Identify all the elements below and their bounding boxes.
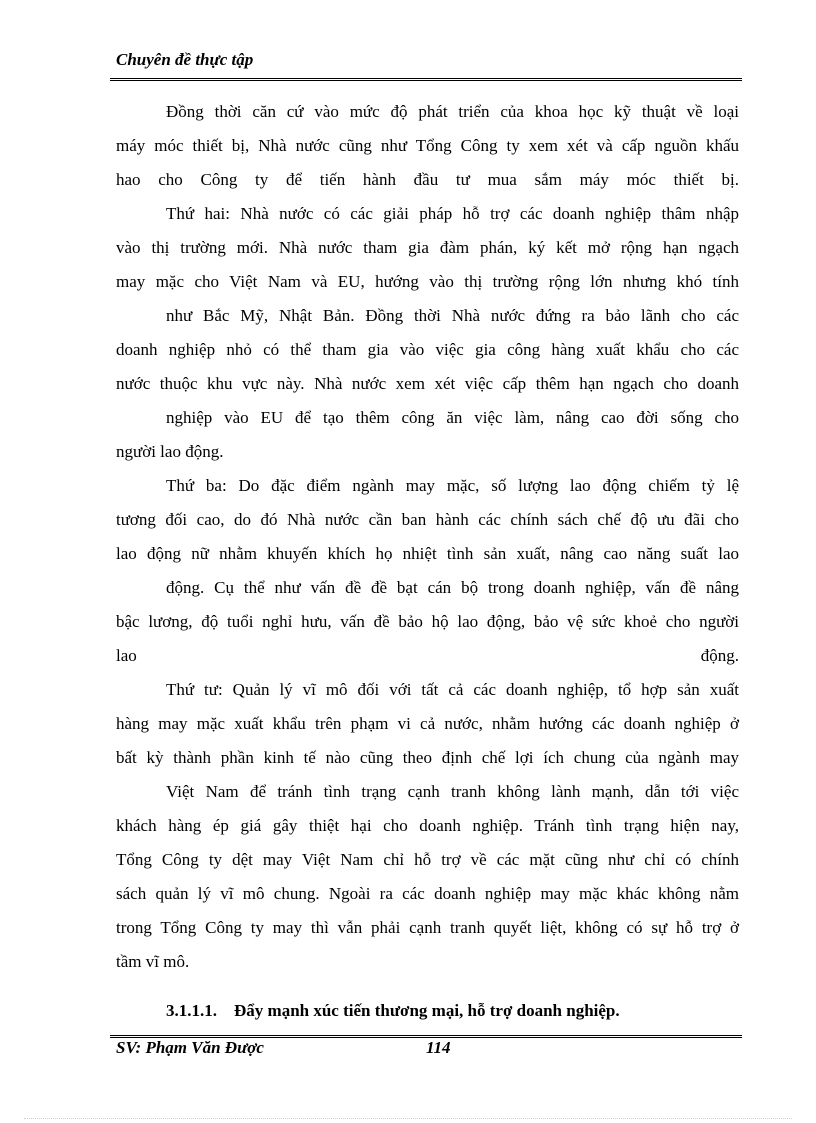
text-line: người lao động. bbox=[116, 442, 224, 461]
text-line: động. Cụ thể như vấn đề đề bạt cán bộ trong doanh nghiệp, vấn đề nâng bbox=[166, 578, 739, 597]
text-line: tầm vĩ mô. bbox=[116, 952, 190, 971]
text-line: vào thị trường mới. Nhà nước tham gia đàm phán, ký kết mở rộng hạn ngạch bbox=[116, 238, 739, 257]
text-line: Tổng Công ty dệt may Việt Nam chỉ hỗ trợ về các mặt cũng như chỉ có chính bbox=[116, 850, 739, 869]
text-line: máy móc thiết bị, Nhà nước cũng như Tổng Công ty xem xét và cấp nguồn khấu bbox=[116, 136, 739, 155]
text-line: khách hàng ép giá gây thiệt hại cho doanh nghiệp. Tránh tình trạng hiện nay, bbox=[116, 816, 739, 835]
page-header-title: Chuyên đề thực tập bbox=[116, 50, 254, 69]
text-line: bất kỳ thành phần kinh tế nào cũng theo định chế lợi ích chung của ngành may bbox=[116, 748, 739, 767]
header-divider bbox=[110, 78, 742, 81]
text-line: như Bắc Mỹ, Nhật Bản. Đồng thời Nhà nước đứng ra bảo lãnh cho các bbox=[166, 306, 739, 325]
text-line: sách quản lý vĩ mô chung. Ngoài ra các doanh nghiệp may mặc khác không nằm bbox=[116, 884, 739, 903]
text-line: bậc lương, độ tuổi nghỉ hưu, vấn đề bảo hộ lao động, bảo vệ sức khoẻ cho người bbox=[116, 612, 739, 631]
page-boundary bbox=[24, 1118, 792, 1119]
body-text bbox=[116, 95, 739, 979]
text-line: lao động. bbox=[116, 646, 739, 665]
text-line: nước thuộc khu vực này. Nhà nước xem xét việc cấp thêm hạn ngạch cho doanh bbox=[116, 374, 739, 393]
text-line: tương đối cao, do đó Nhà nước cần ban hành các chính sách chế độ ưu đãi cho bbox=[116, 510, 739, 529]
text-line: hao cho Công ty để tiến hành đầu tư mua sắm máy móc thiết bị. bbox=[116, 170, 739, 189]
section-title: Đẩy mạnh xúc tiến thương mại, hỗ trợ doanh nghiệp. bbox=[234, 1001, 620, 1020]
text-line: hàng may mặc xuất khẩu trên phạm vi cả nước, nhằm hướng các doanh nghiệp ở bbox=[116, 714, 739, 733]
text-line: doanh nghiệp nhỏ có thể tham gia vào việc gia công hàng xuất khẩu cho các bbox=[116, 340, 739, 359]
text-line: Thứ ba: Do đặc điểm ngành may mặc, số lượng lao động chiếm tỷ lệ bbox=[166, 476, 739, 495]
section-heading bbox=[166, 1001, 620, 1021]
text-line: Việt Nam để tránh tình trạng cạnh tranh không lành mạnh, dẫn tới việc bbox=[166, 782, 739, 801]
text-line: nghiệp vào EU để tạo thêm công ăn việc làm, nâng cao đời sống cho bbox=[166, 408, 739, 427]
section-number: 3.1.1.1. bbox=[166, 1001, 217, 1020]
text-line: may mặc cho Việt Nam và EU, hướng vào thị trường rộng lớn nhưng khó tính bbox=[116, 272, 739, 291]
text-line: lao động nữ nhằm khuyến khích họ nhiệt tình sản xuất, nâng cao năng suất lao bbox=[116, 544, 739, 563]
text-line: Thứ tư: Quản lý vĩ mô đối với tất cả các doanh nghiệp, tổ hợp sản xuất bbox=[166, 680, 739, 699]
text-line: Đồng thời căn cứ vào mức độ phát triển của khoa học kỹ thuật về loại bbox=[166, 102, 739, 121]
footer-author: SV: Phạm Văn Được bbox=[116, 1038, 264, 1057]
text-line: trong Tổng Công ty may thì vẫn phải cạnh tranh quyết liệt, không có sự hỗ trợ ở bbox=[116, 918, 739, 937]
page-number: 114 bbox=[426, 1038, 451, 1057]
text-line: Thứ hai: Nhà nước có các giải pháp hỗ trợ các doanh nghiệp thâm nhập bbox=[166, 204, 739, 223]
